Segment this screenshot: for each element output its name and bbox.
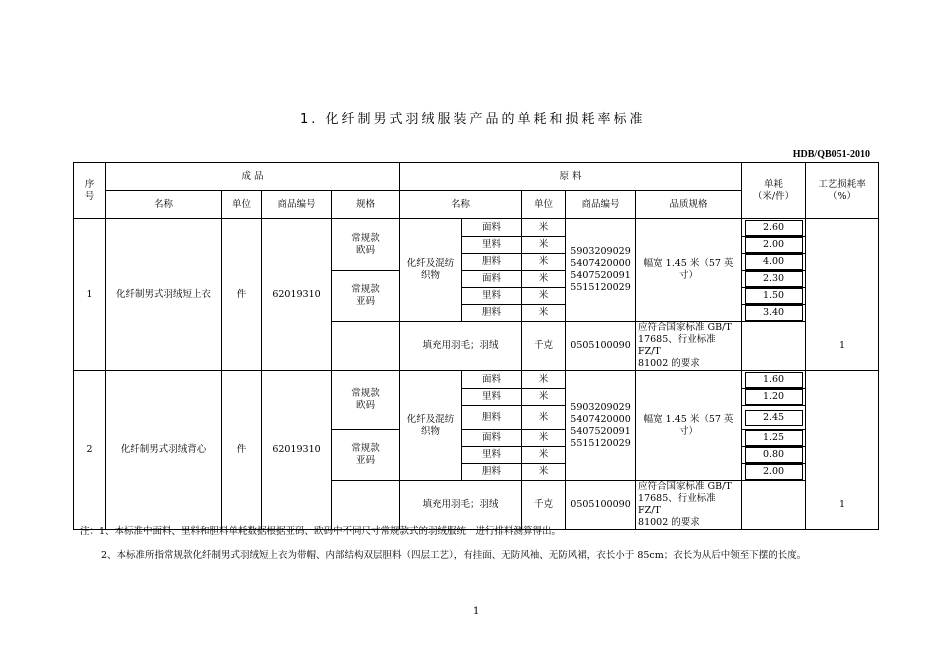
filling-quality: 应符合国家标准 GB/T 17685、行业标准 FZ/T 81002 的要求 bbox=[636, 481, 742, 530]
material-part: 胆料 bbox=[462, 406, 522, 430]
material-part: 面料 bbox=[462, 430, 522, 447]
material-quality: 幅宽 1.45 米（57 英寸） bbox=[636, 371, 742, 481]
material-part: 面料 bbox=[462, 219, 522, 237]
consumption-standard-table bbox=[73, 162, 879, 530]
product-unit: 件 bbox=[222, 371, 262, 530]
header-product-code: 商品编号 bbox=[262, 191, 332, 219]
table-row bbox=[74, 371, 879, 389]
material-part: 面料 bbox=[462, 271, 522, 288]
material-part: 里料 bbox=[462, 288, 522, 305]
note-2: 2、本标准所指常规款化纤制男式羽绒短上衣为带帽、内部结构双层胆料（四层工艺），有挂面、无防风袖、无防风裙，衣长小于 85cm；衣长为从后中领至下摆的长度。 bbox=[101, 550, 807, 561]
material-codes: 5903209029 5407420000 5407520091 5515120029 bbox=[566, 371, 636, 481]
filling-code: 0505100090 bbox=[566, 322, 636, 371]
consumption-value: 1.20 bbox=[745, 389, 803, 405]
loss-rate-cell bbox=[806, 219, 879, 322]
material-unit: 米 bbox=[522, 430, 566, 447]
filling-name: 填充用羽毛；羽绒 bbox=[400, 481, 522, 530]
consumption-value: 0.80 bbox=[745, 447, 803, 463]
consumption-value: 2.30 bbox=[745, 271, 803, 287]
consumption-value: 1.60 bbox=[745, 372, 803, 388]
material-unit: 米 bbox=[522, 271, 566, 288]
header-material-group: 原 料 bbox=[400, 163, 742, 191]
material-unit: 米 bbox=[522, 389, 566, 406]
table-row bbox=[74, 219, 879, 237]
material-part: 面料 bbox=[462, 371, 522, 389]
filling-consumption bbox=[742, 322, 806, 371]
filling-unit: 千克 bbox=[522, 322, 566, 371]
filling-name: 填充用羽毛；羽绒 bbox=[400, 322, 522, 371]
header-consumption: 单耗 （米/件） bbox=[742, 163, 806, 219]
header-material-unit: 单位 bbox=[522, 191, 566, 219]
spec-asia: 常规款 亚码 bbox=[332, 430, 400, 481]
material-name: 化纤及混纺 织物 bbox=[400, 219, 462, 322]
spec-asia: 常规款 亚码 bbox=[332, 271, 400, 322]
material-unit: 米 bbox=[522, 406, 566, 430]
material-quality: 幅宽 1.45 米（57 英寸） bbox=[636, 219, 742, 322]
header-product-name: 名称 bbox=[106, 191, 222, 219]
standard-code: HDB/QB051-2010 bbox=[792, 149, 870, 160]
material-part: 胆料 bbox=[462, 464, 522, 481]
header-seq: 序 号 bbox=[74, 163, 106, 219]
filling-unit: 千克 bbox=[522, 481, 566, 530]
material-unit: 米 bbox=[522, 371, 566, 389]
document-title: 1. 化纤制男式羽绒服装产品的单耗和损耗率标准 bbox=[300, 112, 646, 127]
material-name: 化纤及混纺 织物 bbox=[400, 371, 462, 481]
material-unit: 米 bbox=[522, 464, 566, 481]
filling-loss-rate: 1 bbox=[806, 481, 879, 530]
consumption-value: 4.00 bbox=[745, 254, 803, 270]
product-code: 62019310 bbox=[262, 371, 332, 530]
material-unit: 米 bbox=[522, 288, 566, 305]
spec-empty bbox=[332, 322, 400, 371]
material-part: 胆料 bbox=[462, 254, 522, 271]
filling-loss-rate: 1 bbox=[806, 322, 879, 371]
product-unit: 件 bbox=[222, 219, 262, 371]
consumption-value: 2.45 bbox=[745, 410, 803, 426]
material-part: 里料 bbox=[462, 389, 522, 406]
header-loss-rate: 工艺损耗率 （%） bbox=[806, 163, 879, 219]
header-product-group: 成 品 bbox=[106, 163, 400, 191]
material-unit: 米 bbox=[522, 447, 566, 464]
consumption-value: 1.50 bbox=[745, 288, 803, 304]
header-material-code: 商品编号 bbox=[566, 191, 636, 219]
loss-rate-cell bbox=[806, 371, 879, 481]
notes-section bbox=[80, 520, 806, 568]
spec-eu: 常规款 欧码 bbox=[332, 219, 400, 271]
material-unit: 米 bbox=[522, 237, 566, 254]
consumption-value: 2.00 bbox=[745, 464, 803, 480]
material-part: 里料 bbox=[462, 447, 522, 464]
row-seq: 2 bbox=[74, 371, 106, 530]
header-material-name: 名称 bbox=[400, 191, 522, 219]
material-unit: 米 bbox=[522, 305, 566, 322]
product-name: 化纤制男式羽绒短上衣 bbox=[106, 219, 222, 371]
consumption-value: 2.00 bbox=[745, 237, 803, 253]
material-codes: 5903209029 5407420000 5407520091 5515120029 bbox=[566, 219, 636, 322]
material-unit: 米 bbox=[522, 254, 566, 271]
header-product-unit: 单位 bbox=[222, 191, 262, 219]
filling-code: 0505100090 bbox=[566, 481, 636, 530]
page-number: 1 bbox=[473, 606, 480, 617]
header-product-spec: 规格 bbox=[332, 191, 400, 219]
row-seq: 1 bbox=[74, 219, 106, 371]
note-1: 注：1、本标准中面料、里料和胆料单耗数据根据亚码、欧码中不同尺寸常规款式的羽绒服统一进行排料测算得出。 bbox=[80, 526, 562, 537]
consumption-value: 1.25 bbox=[745, 430, 803, 446]
product-code: 62019310 bbox=[262, 219, 332, 371]
consumption-value: 3.40 bbox=[745, 305, 803, 321]
consumption-value: 2.60 bbox=[745, 220, 803, 236]
material-unit: 米 bbox=[522, 219, 566, 237]
material-part: 胆料 bbox=[462, 305, 522, 322]
header-material-quality: 品质规格 bbox=[636, 191, 742, 219]
material-part: 里料 bbox=[462, 237, 522, 254]
spec-eu: 常规款 欧码 bbox=[332, 371, 400, 430]
product-name: 化纤制男式羽绒背心 bbox=[106, 371, 222, 530]
filling-quality: 应符合国家标准 GB/T 17685、行业标准 FZ/T 81002 的要求 bbox=[636, 322, 742, 371]
